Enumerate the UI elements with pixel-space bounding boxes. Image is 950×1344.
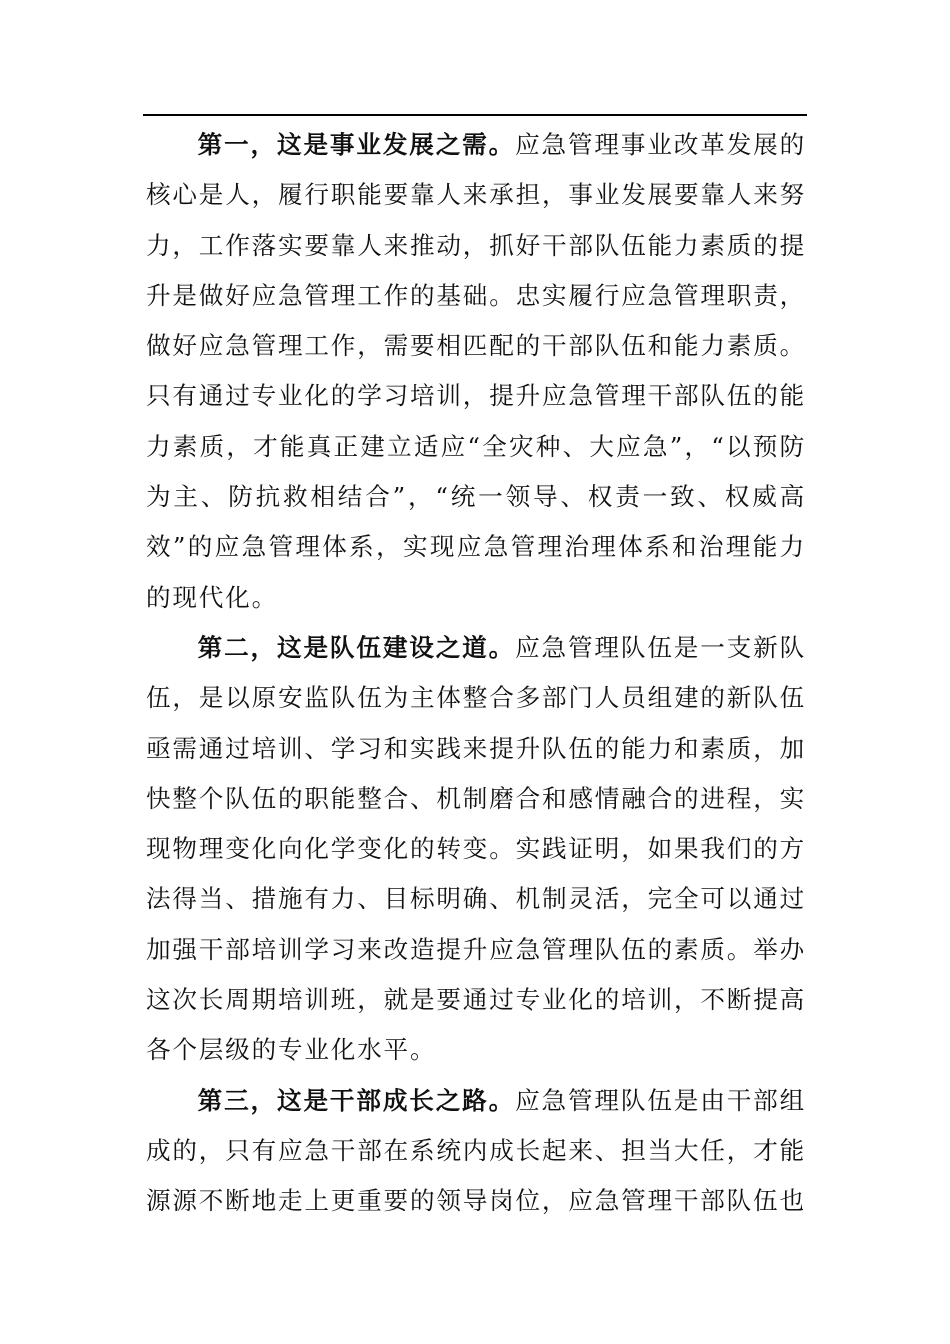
paragraph-text: 应急管理队伍是一支新队伍，是以原安监队伍为主体整合多部门人员组建的新队伍亟需通过培训、学习和实践来提升队伍的能力和素质，加快整个队伍的职能整合、机制磨合和感情融合的进程，实现物理变化向化学变化的转变。实践证明，如果我们的方法得当、措施有力、目标明确、机制灵活，完全可以通过加强干部培训学习来改造提升应急管理队伍的素质。举办这次长周期培训班，就是要通过专业化的培训，不断提高各个层级的专业化水平。 — [146, 632, 806, 1065]
paragraph-lead: 第二，这是队伍建设之道。 — [197, 632, 516, 662]
paragraph-lead: 第三，这是干部成长之路。 — [197, 1085, 516, 1115]
paragraph-2 — [146, 623, 806, 1076]
paragraph-1 — [146, 120, 806, 623]
paragraph-3 — [146, 1076, 806, 1227]
document-body — [146, 120, 806, 1227]
paragraph-text: 应急管理队伍是由干部组成的，只有应急干部在系统内成长起来、担当大任，才能源源不断地走上更重要的领导岗位，应急管理干部队伍也 — [146, 1085, 806, 1216]
header-rule — [143, 114, 807, 116]
paragraph-lead: 第一，这是事业发展之需。 — [197, 130, 516, 159]
paragraph-text: 应急管理事业改革发展的核心是人，履行职能要靠人来承担，事业发展要靠人来努力，工作落实要靠人来推动，抓好干部队伍能力素质的提升是做好应急管理工作的基础。忠实履行应急管理职责，做好应急管理工作，需要相匹配的干部队伍和能力素质。只有通过专业化的学习培训，提升应急管理干部队伍的能力素质，才能真正建立适应“全灾种、大应急”，“以预防为主、防抗救相结合”，“统一领导、权责一致、权威高效”的应急管理体系，实现应急管理治理体系和治理能力的现代化。 — [146, 130, 806, 612]
